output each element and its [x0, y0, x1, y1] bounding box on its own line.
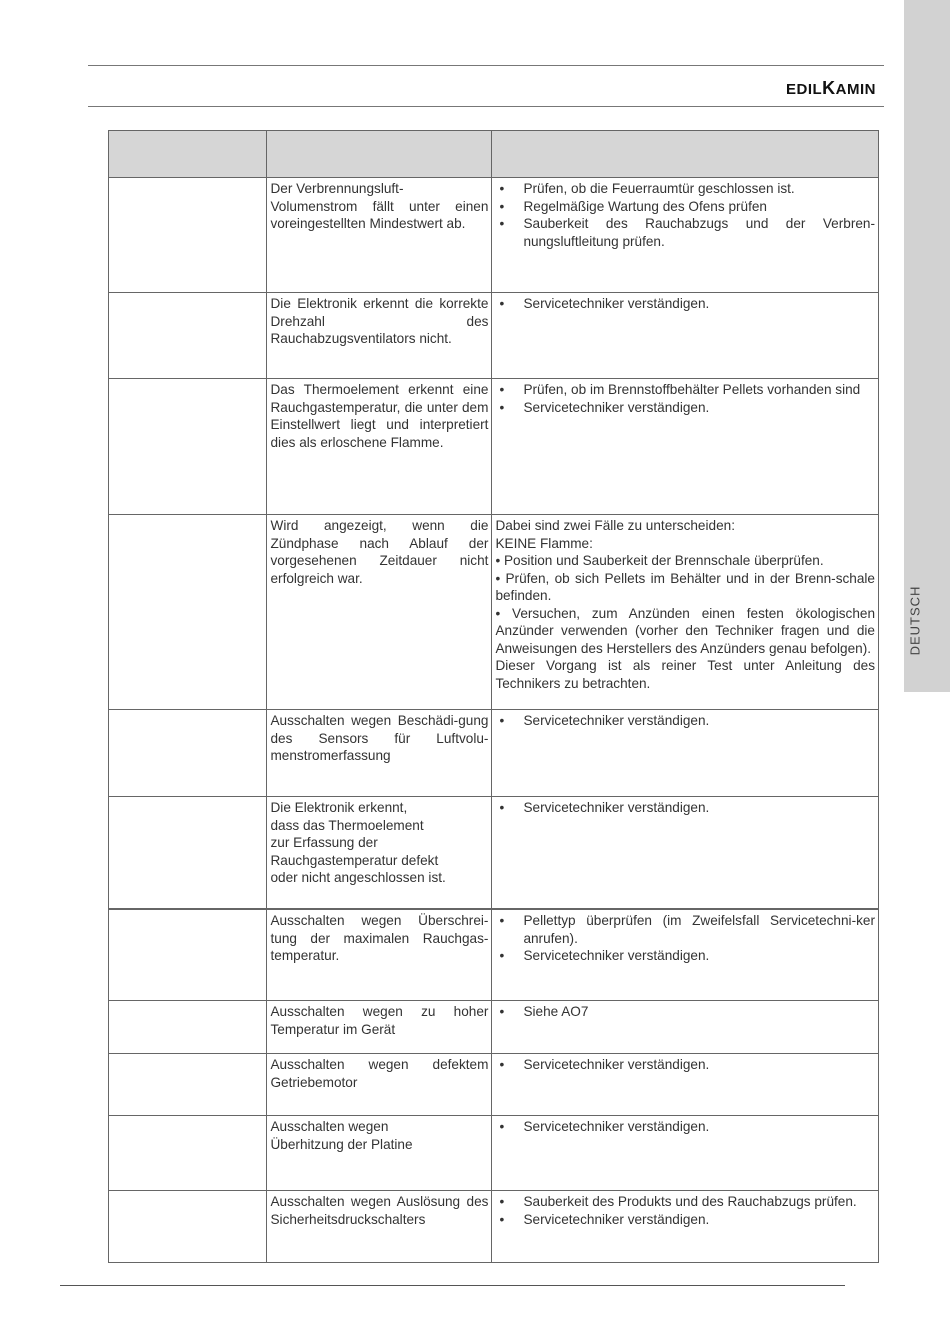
solution-text: Dabei sind zwei Fälle zu unterscheiden: KEINE Flamme: • Position und Sauberkeit der Brennschale überprüfen. • Prüfen, ob sich Pellets im Behälter und in der Brenn-schale befinden. • Versuchen, zum Anzünden einen festen ökologischen Anzünder verwenden (vorher den Techniker fragen und die Anweisungen des Herstellers des Anzünders genau befolgen). Dieser Vorgang ist als reiner Test unter Anleitung des Technikers zu betrachten. [495, 518, 875, 691]
error-code-cell [109, 710, 267, 797]
solution-list [495, 295, 875, 313]
language-tab-label: DEUTSCH [907, 585, 923, 655]
solution-item: • Siehe AO7 [495, 1003, 875, 1021]
table-row [109, 797, 879, 909]
solution-item: • Sauberkeit des Produkts und des Rauchabzugs prüfen. [495, 1193, 875, 1211]
solution-list [495, 1118, 875, 1136]
solution-item: • Prüfen, ob im Brennstoffbehälter Pellets vorhanden sind [495, 381, 875, 399]
error-code-cell [109, 1054, 267, 1116]
table-row [109, 1191, 879, 1263]
error-description-cell: Die Elektronik erkennt, dass das Thermoelement zur Erfassung der Rauchgastemperatur defekt oder nicht angeschlossen ist. [267, 797, 492, 909]
error-description-cell: Der Verbrennungsluft- Volumenstrom fällt unter einen voreingestellten Mindestwert ab. [267, 178, 492, 293]
error-code-cell [109, 1191, 267, 1263]
header-rule-top [88, 65, 884, 66]
solution-list [495, 1056, 875, 1074]
solution-item: • Servicetechniker verständigen. [495, 799, 875, 817]
solution-cell [492, 910, 879, 1001]
error-description-cell: Die Elektronik erkennt die korrekte Drehzahl des Rauchabzugsventilators nicht. [267, 293, 492, 379]
solution-item: • Servicetechniker verständigen. [495, 1056, 875, 1074]
header-solution [492, 131, 879, 178]
solution-list [495, 180, 875, 250]
error-description-cell: Ausschalten wegen defektem Getriebemotor [267, 1054, 492, 1116]
table-row [109, 1001, 879, 1054]
solution-cell [492, 710, 879, 797]
header-description [267, 131, 492, 178]
solution-item: • Prüfen, ob die Feuerraumtür geschlossen ist. [495, 180, 875, 198]
solution-cell [492, 1116, 879, 1191]
solution-item: • Servicetechniker verständigen. [495, 295, 875, 313]
brand-logo: EDILKAMIN [786, 78, 876, 98]
header-code [109, 131, 267, 178]
error-code-cell [109, 1116, 267, 1191]
error-code-cell [109, 910, 267, 1001]
error-code-cell [109, 293, 267, 379]
error-code-cell [109, 515, 267, 710]
solution-list [495, 912, 875, 965]
solution-item: • Sauberkeit des Rauchabzugs und der Verbren-nungsluftleitung prüfen. [495, 215, 875, 250]
solution-cell [492, 797, 879, 909]
error-table-1 [108, 130, 879, 909]
table-row [109, 910, 879, 1001]
error-code-cell [109, 1001, 267, 1054]
solution-item: • Servicetechniker verständigen. [495, 399, 875, 417]
solution-list [495, 1193, 875, 1228]
table-row [109, 1116, 879, 1191]
error-code-cell [109, 797, 267, 909]
solution-item: • Servicetechniker verständigen. [495, 1118, 875, 1136]
solution-item: • Pellettyp überprüfen (im Zweifelsfall Servicetechni-ker anrufen). [495, 912, 875, 947]
solution-cell [492, 1054, 879, 1116]
table-row [109, 293, 879, 379]
solution-item: • Servicetechniker verständigen. [495, 712, 875, 730]
solution-cell [492, 515, 879, 710]
solution-cell [492, 1191, 879, 1263]
solution-cell [492, 379, 879, 515]
error-description-cell: Wird angezeigt, wenn die Zündphase nach Ablauf der vorgesehenen Zeitdauer nicht erfolgreich war. [267, 515, 492, 710]
table-row [109, 710, 879, 797]
solution-list [495, 1003, 875, 1021]
table-row [109, 178, 879, 293]
error-code-cell [109, 379, 267, 515]
table-row [109, 379, 879, 515]
footer-rule [60, 1285, 845, 1286]
error-description-cell: Ausschalten wegen zu hoher Temperatur im Gerät [267, 1001, 492, 1054]
error-description-cell: Das Thermoelement erkennt eine Rauchgastemperatur, die unter dem Einstellwert liegt und interpretiert dies als erloschene Flamme. [267, 379, 492, 515]
error-description-cell: Ausschalten wegen Auslösung des Sicherheitsdruckschalters [267, 1191, 492, 1263]
solution-cell [492, 1001, 879, 1054]
error-description-cell: Ausschalten wegen Überhitzung der Platine [267, 1116, 492, 1191]
language-tab-label-box [904, 560, 926, 680]
solution-item: • Servicetechniker verständigen. [495, 1211, 875, 1229]
error-description-cell: Ausschalten wegen Überschrei-tung der maximalen Rauchgas-temperatur. [267, 910, 492, 1001]
solution-item: • Regelmäßige Wartung des Ofens prüfen [495, 198, 875, 216]
error-code-cell [109, 178, 267, 293]
solution-list [495, 712, 875, 730]
solution-cell [492, 178, 879, 293]
table-row [109, 515, 879, 710]
solution-list [495, 381, 875, 416]
error-description-cell: Ausschalten wegen Beschädi-gung des Sensors für Luftvolu-menstromerfassung [267, 710, 492, 797]
table-header-row [109, 131, 879, 178]
error-table-2 [108, 909, 879, 1263]
solution-list [495, 799, 875, 817]
solution-cell [492, 293, 879, 379]
table-row [109, 1054, 879, 1116]
solution-item: • Servicetechniker verständigen. [495, 947, 875, 965]
header-rule-bottom [88, 106, 884, 107]
